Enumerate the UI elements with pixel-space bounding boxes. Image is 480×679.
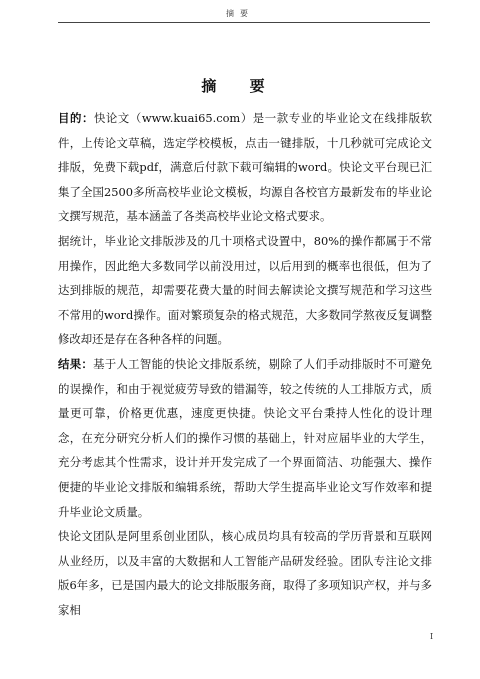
header-rule <box>58 22 430 23</box>
paragraph-statistics <box>58 229 432 352</box>
paragraph-text: 快论文团队是阿里系创业团队，核心成员均具有较高的学历背景和互联网从业经历，以及丰富的大数据和人工智能产品研发经验。团队专注论文排版6年多，已是国内最大的论文排版服务商，取得了多项知识产权，并与多家相 <box>58 529 432 617</box>
paragraph-team <box>58 524 432 622</box>
paragraph-purpose <box>58 106 432 229</box>
paragraph-text: 基于人工智能的快论文排版系统，剔除了人们手动排版时不可避免的误操作，和由于视觉疲劳导致的错漏等，较之传统的人工排版方式，质量更可靠，价格更优惠，速度更快捷。快论文平台秉持人性化的设计理念，在充分研究分析人们的操作习惯的基础上，针对应届毕业的大学生，充分考虑其个性需求，设计并开发完成了一个界面简洁、功能强大、操作便捷的毕业论文排版和编辑系统，帮助大学生提高毕业论文写作效率和提升毕业论文质量。 <box>58 356 432 519</box>
page-title: 摘 要 <box>201 77 279 95</box>
paragraph-lead: 目的： <box>58 111 94 125</box>
paragraph-text: 据统计，毕业论文排版涉及的几十项格式设置中，80%的操作都属于不常用操作，因此绝大多数同学以前没用过，以后用到的概率也很低，但为了达到排版的规范，却需要花费大量的时间去解读论文撰写规范和学习这些不常用的word操作。面对繁琐复杂的格式规范，大多数同学熬夜反复调整修改却还是存在各种各样的问题。 <box>58 233 432 347</box>
paragraph-text: 快论文（www.kuai65.com）是一款专业的毕业论文在线排版软件，上传论文草稿，选定学校模板，点击一键排版，十几秒就可完成论文排版，免费下载pdf，满意后付款下载可编辑的word。快论文平台现已汇集了全国2500多所高校毕业论文模板，均源自各校官方最新发布的毕业论文撰写规范，基本涵盖了各类高校毕业论文格式要求。 <box>58 111 432 224</box>
running-header: 摘要 <box>226 9 254 18</box>
page-number: I <box>430 632 434 641</box>
abstract-body <box>58 106 432 622</box>
paragraph-result <box>58 352 432 524</box>
paragraph-lead: 结果： <box>58 356 94 371</box>
